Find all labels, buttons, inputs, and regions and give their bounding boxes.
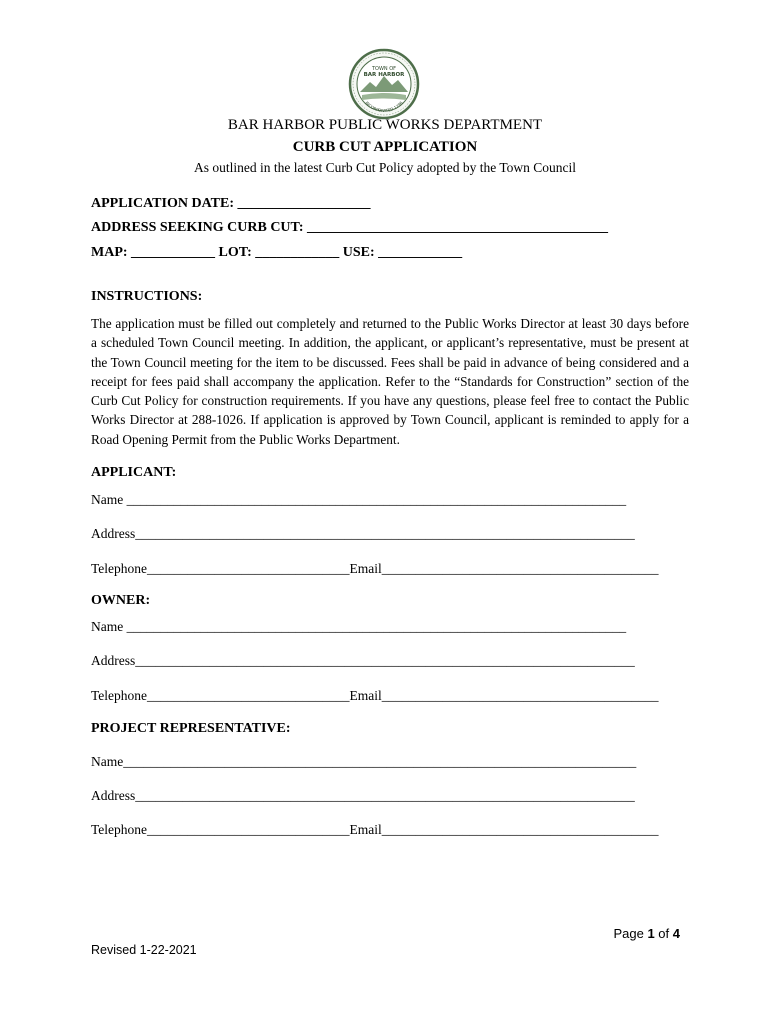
town-seal-logo (348, 48, 420, 120)
page-title: CURB CUT APPLICATION (292, 139, 478, 155)
applicant-telephone-email-field[interactable]: Telephone______________________________Email_________________________________________ (91, 561, 659, 576)
representative-telephone-email-field[interactable]: Telephone______________________________Email_________________________________________ (91, 822, 659, 837)
representative-heading: PROJECT REPRESENTATIVE: (91, 721, 291, 736)
applicant-name-field[interactable]: Name __________________________________________________________________________ (91, 492, 627, 507)
svg-text:INCORPORATED 1796: INCORPORATED 1796 (364, 100, 404, 114)
applicant-address-field[interactable]: Address__________________________________________________________________________ (91, 526, 635, 541)
representative-name-field[interactable]: Name____________________________________________________________________________ (91, 754, 637, 769)
instructions-heading: INSTRUCTIONS: (91, 289, 203, 304)
department-heading: BAR HARBOR PUBLIC WORKS DEPARTMENT (227, 117, 543, 133)
owner-name-field[interactable]: Name __________________________________________________________________________ (91, 619, 627, 634)
owner-telephone-email-field[interactable]: Telephone______________________________Email_________________________________________ (91, 688, 659, 703)
application-date-field[interactable]: APPLICATION DATE: ___________________ (91, 196, 371, 211)
revised-date: Revised 1-22-2021 (91, 943, 197, 957)
owner-heading: OWNER: (91, 593, 151, 608)
svg-text:TOWN OF: TOWN OF (371, 66, 397, 72)
page-number: Page 1 of 4 (613, 926, 680, 941)
applicant-heading: APPLICANT: (91, 465, 177, 480)
map-lot-use-field[interactable]: MAP: ____________ LOT: ____________ USE: ____________ (91, 245, 463, 260)
representative-address-field[interactable]: Address__________________________________________________________________________ (91, 788, 635, 803)
svg-text:BAR HARBOR: BAR HARBOR (363, 72, 405, 78)
instructions-text: The application must be filled out completely and returned to the Public Works Director at least 30 days before a scheduled Town Council meeting. In addition, the applicant, or applicant’s representative, must be present at the Town Council meeting for the item to be discussed. Fees shall be paid in advance of being considered and a receipt for fees paid shall accompany the application. Refer to the “Standards for Construction” section of the Curb Cut Policy for construction requirements. If you have any questions, please feel free to contact the Public Works Director at 288-1026. If application is approved by Town Council, applicant is reminded to apply for a Road Opening Permit from the Public Works Department. (91, 316, 689, 447)
owner-address-field[interactable]: Address__________________________________________________________________________ (91, 653, 635, 668)
subtitle: As outlined in the latest Curb Cut Policy adopted by the Town Council (193, 160, 577, 175)
address-curb-cut-field[interactable]: ADDRESS SEEKING CURB CUT: ___________________________________________ (91, 220, 609, 235)
